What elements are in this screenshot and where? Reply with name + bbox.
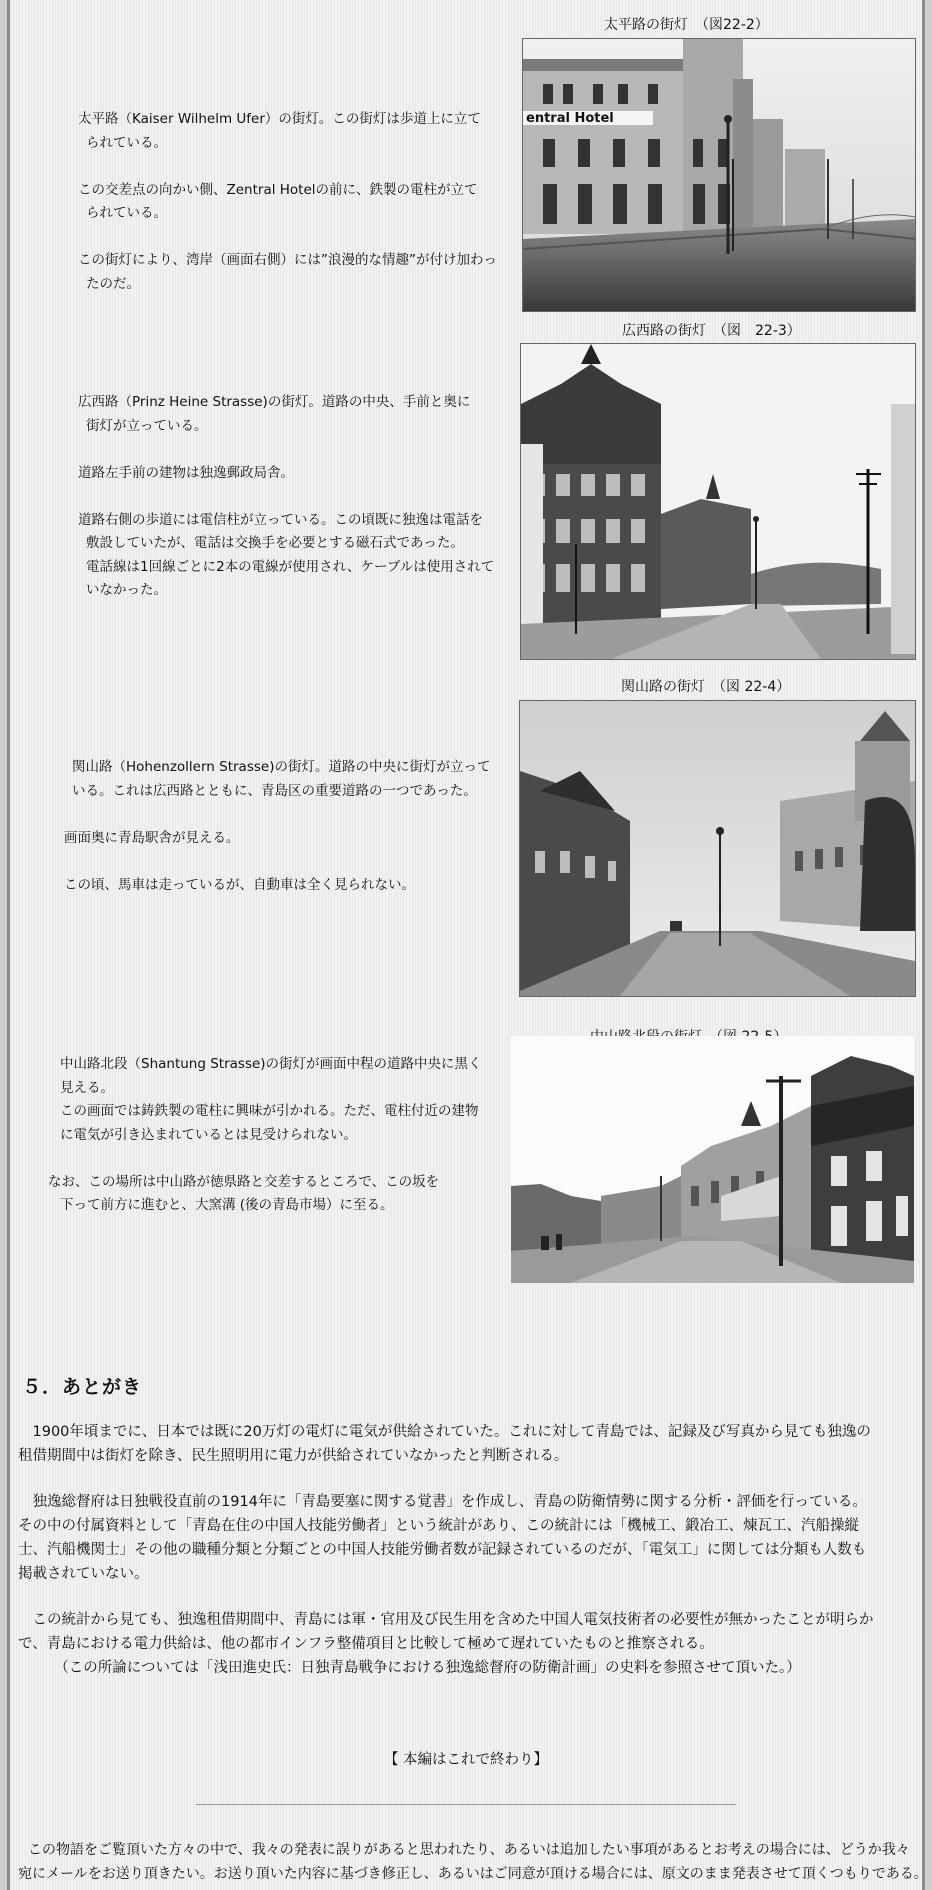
section-body bbox=[18, 1420, 913, 1702]
section-heading: ５．あとがき bbox=[22, 1376, 143, 1398]
text-line: られている。 bbox=[86, 134, 167, 151]
divider bbox=[196, 1804, 736, 1805]
photo-taiping-road bbox=[522, 38, 916, 312]
text-line: 下って前方に進むと、大窯溝 (後の青島市場）に至る。 bbox=[60, 1197, 394, 1213]
text-line: られている。 bbox=[86, 205, 167, 221]
text-line: この画面では鋳鉄製の電柱に興味が引かれる。ただ、電柱付近の建物 bbox=[60, 1103, 479, 1119]
text-line: たのだ。 bbox=[86, 275, 140, 292]
text-line: 道路左手前の建物は独逸郵政局舎。 bbox=[78, 464, 294, 481]
figure-text-22-4 bbox=[64, 756, 512, 921]
text-line: 太平路（Kaiser Wilhelm Ufer）の街灯。この街灯は歩道上に立て bbox=[78, 111, 481, 127]
text-line: 関山路（Hohenzollern Strasse)の街灯。道路の中央に街灯が立って bbox=[72, 759, 491, 775]
closing-note bbox=[18, 1838, 928, 1886]
text-line: この統計から見ても、独逸租借期間中、青島には軍・官用及び民生用を含めた中国人電気技術者の必要性が無かったことが明らか bbox=[18, 1612, 874, 1628]
figure-text-22-3 bbox=[78, 391, 518, 626]
text-line: 街灯が立っている。 bbox=[86, 417, 208, 434]
photo-guanshan-road bbox=[519, 700, 916, 997]
text-line: この頃、馬車は走っているが、自動車は全く見られない。 bbox=[64, 876, 415, 893]
text-line: に電気が引き込まれているとは見受けられない。 bbox=[60, 1126, 357, 1143]
text-line: この交差点の向かい側、Zentral Hotelの前に、鉄製の電柱が立て bbox=[78, 181, 478, 198]
figure-caption-22-4: 関山路の街灯 （図 22-4） bbox=[621, 679, 791, 695]
photo-zhongshan-road bbox=[511, 1036, 914, 1283]
text-line: 電話線は1回線ごとに2本の電線が使用され、ケーブルは使用されて bbox=[86, 558, 495, 575]
figure-caption-22-5 bbox=[590, 1026, 787, 1036]
text-line: 独逸総督府は日独戦役直前の1914年に「青島要塞に関する覚書」を作成し、青島の防衛情勢に関する分析・評価を行っている。 bbox=[18, 1494, 867, 1510]
photo-guangxi-road bbox=[520, 343, 916, 660]
text-line: 租借期間中は街灯を除き、民生照明用に電力が供給されていなかったと判断される。 bbox=[18, 1448, 569, 1464]
text-line: なお、この場所は中山路が徳県路と交差するところで、この坂を bbox=[48, 1173, 440, 1190]
text-line: 宛にメールをお送り頂きたい。お送り頂いた内容に基づき修正し、あるいはご同意が頂ける場合には、原文のまま発表させて頂くつもりである。 bbox=[18, 1866, 928, 1882]
text-line: 士、汽船機関士」その他の職種分類と分類ごとの中国人技能労働者数が記録されているのだが、「電気工」に関しては分類も人数も bbox=[18, 1542, 867, 1558]
text-line: この物語をご覧頂いた方々の中で、我々の発表に誤りがあると思われたり、あるいは追加したい事項があるとお考えの場合には、どうか我々 bbox=[28, 1842, 910, 1858]
figure-caption-22-3: 広西路の街灯 （図 22-3） bbox=[622, 323, 801, 339]
end-note: 【 本編はこれで終わり】 bbox=[383, 1752, 549, 1768]
text-line: いなかった。 bbox=[86, 582, 167, 598]
text-line: 見える。 bbox=[60, 1079, 114, 1096]
text-line: この街灯により、湾岸（画面右側）には”浪漫的な情趣”が付け加わっ bbox=[78, 252, 497, 268]
figure-text-22-2 bbox=[78, 108, 508, 320]
text-line: 中山路北段（Shantung Strasse)の街灯が画面中程の道路中央に黒く bbox=[60, 1056, 482, 1072]
text-line: 1900年頃までに、日本では既に20万灯の電灯に電気が供給されていた。これに対して青島では、記録及び写真から見ても独逸の bbox=[18, 1424, 871, 1440]
text-line: 道路右側の歩道には電信柱が立っている。この頃既に独逸は電話を bbox=[78, 511, 483, 528]
text-line: 広西路（Prinz Heine Strasse)の街灯。道路の中央、手前と奥に bbox=[78, 394, 471, 410]
text-line: 敷設していたが、電話は交換手を必要とする磁石式であった。 bbox=[86, 535, 464, 551]
hotel-sign-text: entral Hotel bbox=[526, 111, 614, 126]
text-line: 掲載されていない。 bbox=[18, 1566, 149, 1582]
text-line: で、青島における電力供給は、他の都市インフラ整備項目と比較して極めて遅れていたものと推察される。 bbox=[18, 1636, 714, 1652]
text-line: いる。これは広西路とともに、青島区の重要道路の一つであった。 bbox=[72, 782, 477, 799]
text-line: 画面奥に青島駅舎が見える。 bbox=[64, 829, 240, 846]
text-line: その中の付属資料として「青島在住の中国人技能労働者」という統計があり、この統計には「機械工、鍛冶工、煉瓦工、汽船操縦 bbox=[18, 1518, 859, 1534]
figure-caption-22-2: 太平路の街灯 （図22-2） bbox=[604, 17, 769, 33]
text-line: （この所論については「浅田進史氏：日独青島戦争における独逸総督府の防衛計画」の史料を参照させて頂いた。） bbox=[18, 1660, 801, 1676]
figure-text-22-5 bbox=[48, 1053, 510, 1241]
